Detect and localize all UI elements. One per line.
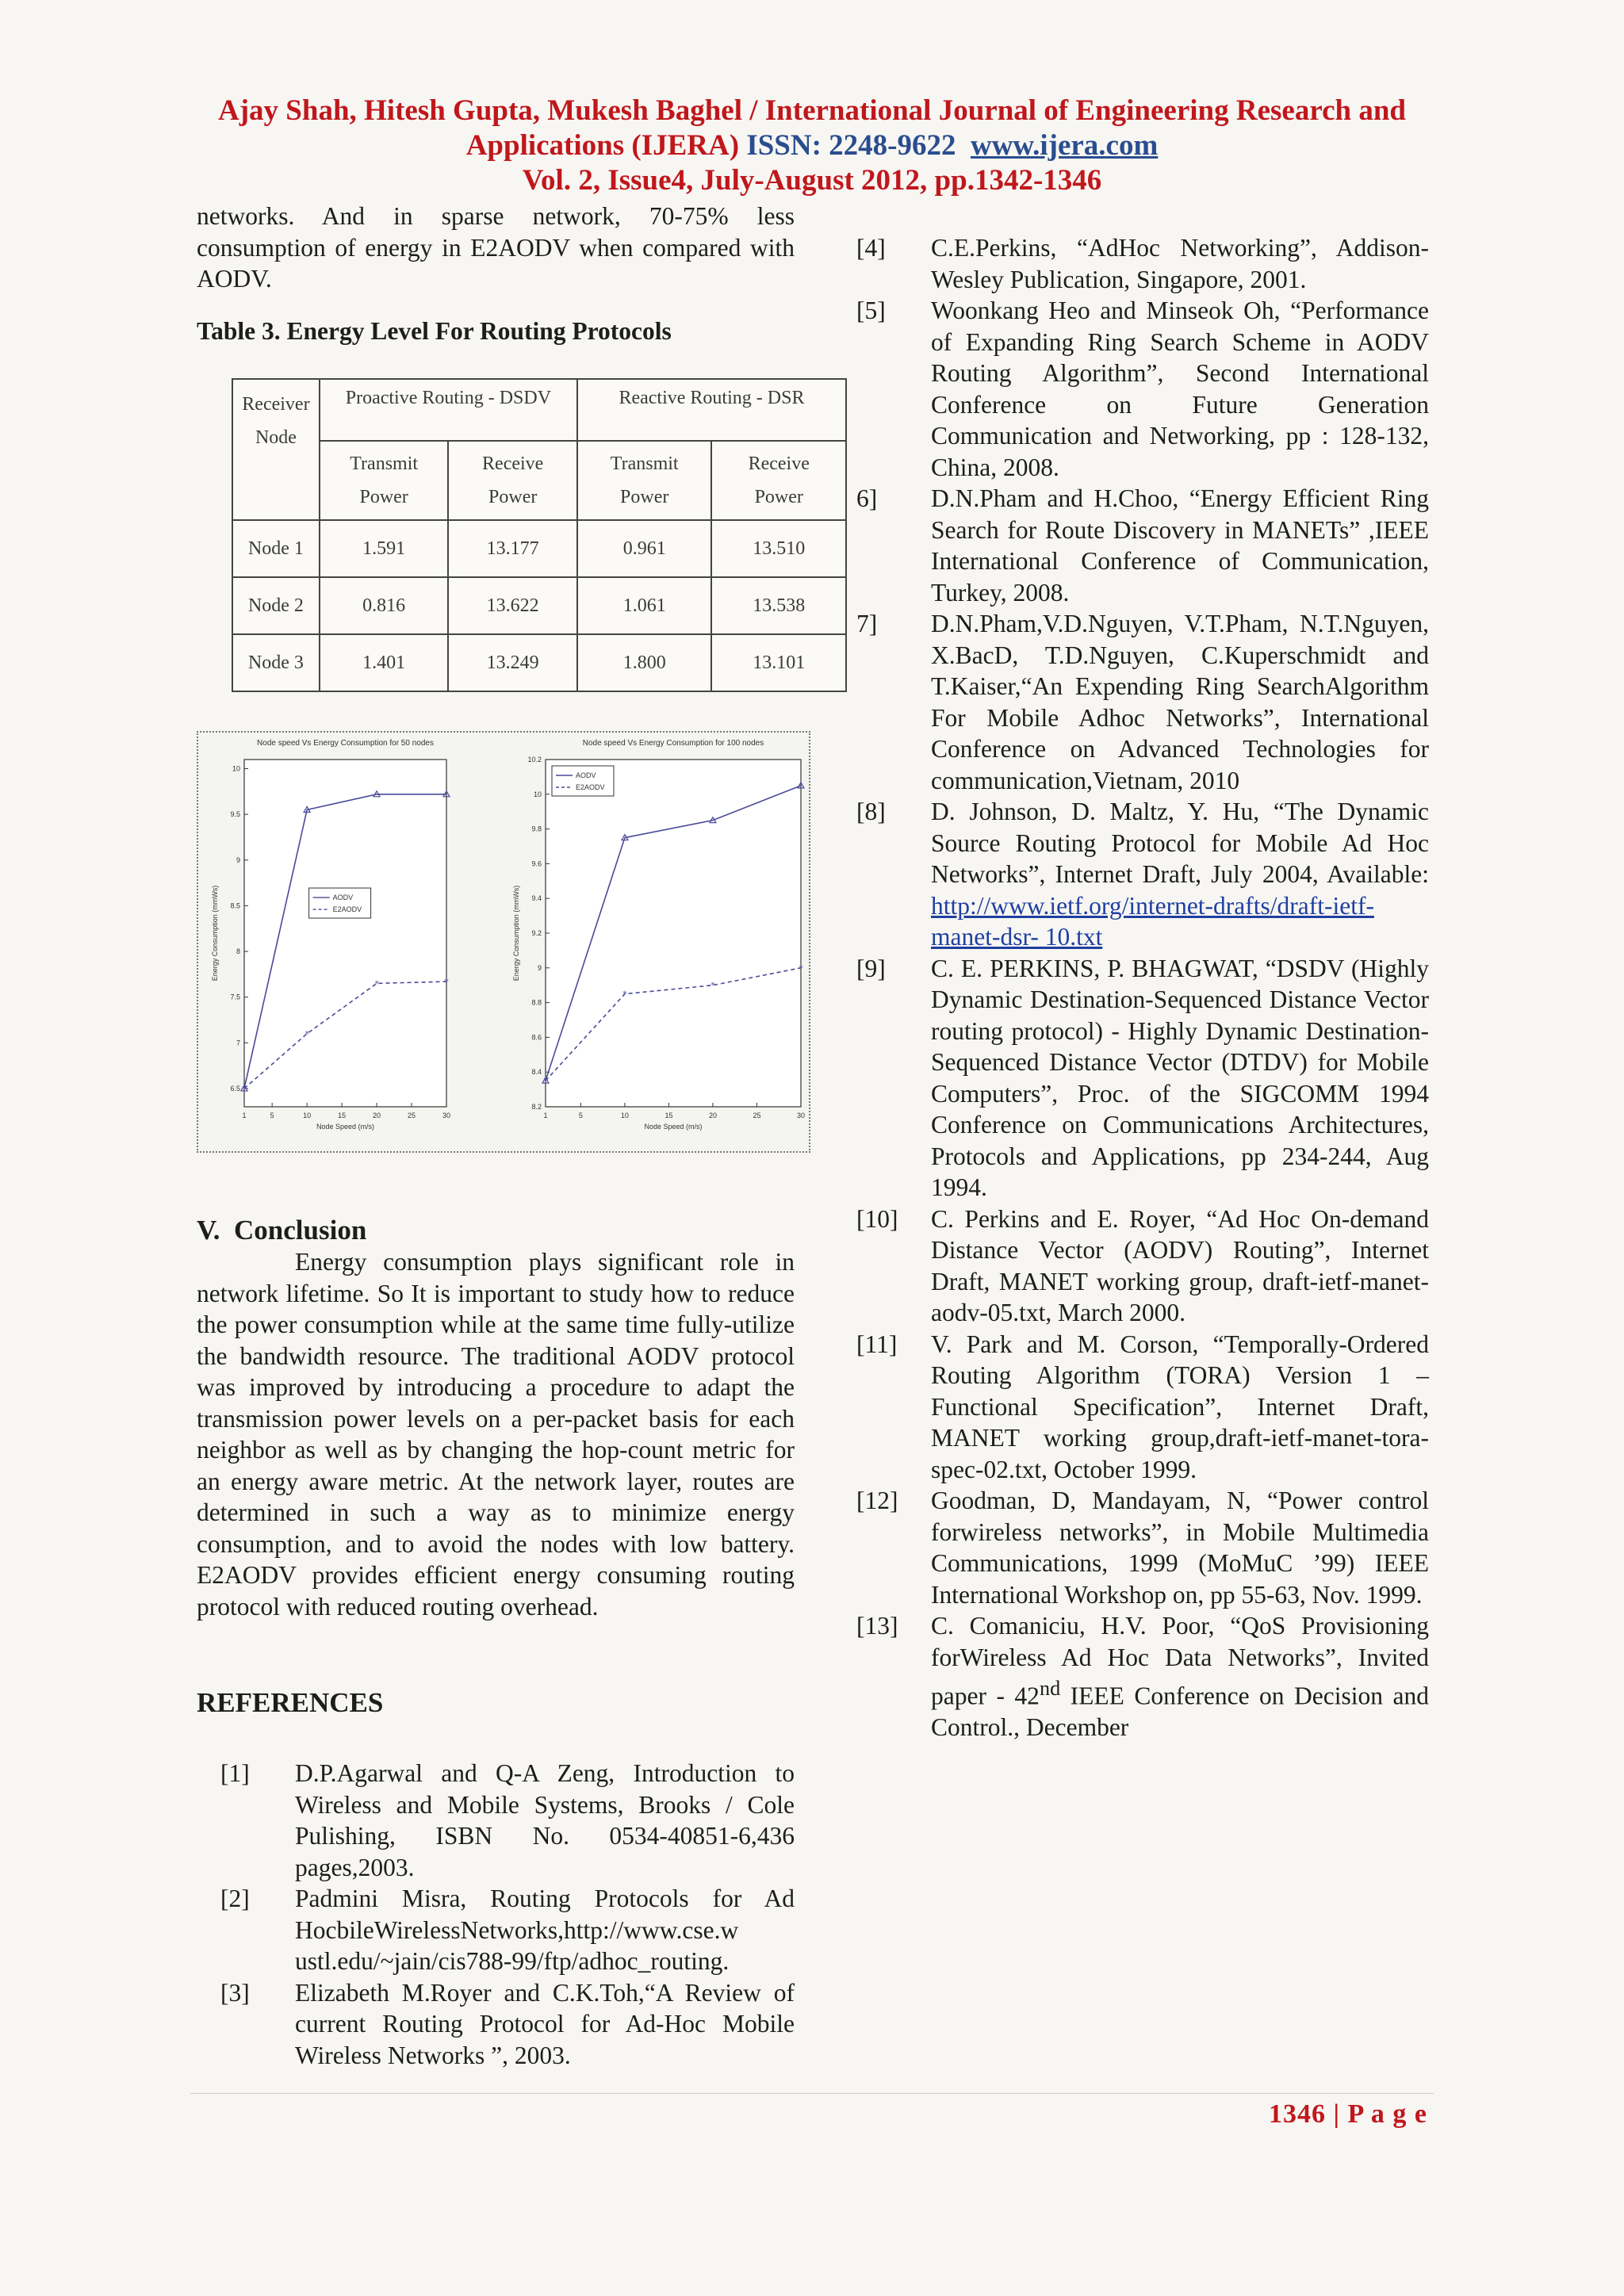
reference-number: [3] — [220, 1978, 250, 2007]
y-tick-label: 9.2 — [531, 929, 542, 937]
reference-text: Woonkang Heo and Minseok Oh, “Performance of Expanding Ring Search Scheme in AODV Routing Algorithm”, Second International Conference on Future Generation Communication and Networking, pp : 128-132, China, 2008. — [931, 297, 1429, 481]
y-tick-label: 6.5 — [230, 1084, 240, 1093]
table-cell-node: Node 1 — [232, 520, 320, 577]
x-tick-label: 10 — [620, 1112, 629, 1119]
table-caption: Table 3. Energy Level For Routing Protocols — [197, 316, 672, 345]
subheader-line: Receive — [482, 453, 544, 474]
x-axis-label: Node Speed (m/s) — [644, 1123, 703, 1131]
y-tick-label: 9 — [236, 855, 240, 864]
table-cell: 1.800 — [577, 634, 712, 691]
y-tick-label: 8.4 — [531, 1068, 542, 1077]
table-subheader-cell — [320, 441, 449, 520]
y-tick-label: 9 — [537, 963, 542, 972]
conclusion-paragraph: Energy consumption plays significant role in network lifetime. So It is important to study how to reduce the power consumption while at the same time fully-utilize the bandwidth resource. The traditional AODV protocol was improved by introducing a procedure to adapt the transmission power levels on a per-packet basis for each neighbor as well as by changing the hop-count metric for an energy aware metric. At the network layer, routes are determined in such a way as to minimize energy consumption, and to avoid the nodes with low battery. E2AODV provides efficient energy consuming routing protocol with reduced routing overhead. — [197, 1248, 795, 1621]
y-tick-label: 7.5 — [230, 993, 240, 1001]
y-tick-label: 10 — [533, 790, 542, 798]
table-cell: 0.961 — [577, 520, 712, 577]
x-axis-label: Node Speed (m/s) — [316, 1123, 375, 1131]
reference-item — [220, 1977, 795, 2072]
y-tick-label: 9.8 — [531, 825, 542, 833]
reference-item — [856, 1485, 1429, 1610]
table-cell: 0.816 — [320, 577, 449, 634]
x-tick-label: 5 — [270, 1112, 274, 1119]
chart-title: Node speed Vs Energy Consumption for 50 nodes — [257, 739, 434, 748]
reference-item — [856, 295, 1429, 483]
reference-text — [931, 1610, 1429, 1743]
y-tick-label: 10 — [232, 764, 240, 773]
references-heading: REFERENCES — [197, 1687, 384, 1718]
table-row — [232, 634, 846, 691]
reference-item — [856, 953, 1429, 1203]
header-journal-line — [159, 128, 1465, 163]
reference-item — [220, 1883, 795, 1977]
table-header-node — [232, 379, 320, 520]
energy-charts-svg — [198, 733, 809, 1151]
y-tick-label: 10.2 — [527, 756, 542, 763]
data-point-e2aodv: * — [799, 962, 803, 974]
energy-table — [232, 378, 847, 692]
table-cell-node: Node 3 — [232, 634, 320, 691]
reference-number: 7] — [856, 610, 878, 637]
page-number: 1346 | P a g e — [1269, 2099, 1427, 2129]
reference-item — [856, 483, 1429, 608]
data-point-e2aodv: * — [444, 977, 449, 988]
reference-text: Elizabeth M.Royer and C.K.Toh,“A Review of current Routing Protocol for Ad-Hoc Mobile Wireless Networks ”, 2003. — [295, 1978, 795, 2069]
legend-label: AODV — [332, 894, 354, 902]
table-subheader-row — [232, 441, 846, 520]
table-header-row — [232, 379, 846, 441]
reference-text-body: D. Johnson, D. Maltz, Y. Hu, “The Dynamic Source Routing Protocol for Mobile Ad Hoc Networks”, Internet Draft, July 2004, Available: — [931, 798, 1429, 888]
header-issn: ISSN: 2248-9622 — [746, 129, 956, 162]
table-cell-node: Node 2 — [232, 577, 320, 634]
reference-number: 6] — [856, 484, 878, 512]
table-cell: 13.249 — [448, 634, 577, 691]
table-cell: 13.510 — [711, 520, 846, 577]
reference-number: [4] — [856, 234, 886, 262]
data-point-e2aodv: * — [242, 1083, 247, 1094]
reference-number: [1] — [220, 1759, 250, 1787]
x-tick-label: 20 — [373, 1112, 381, 1119]
reference-number: [12] — [856, 1487, 898, 1514]
left-column-top — [197, 201, 795, 346]
y-tick-label: 9.4 — [531, 894, 542, 903]
y-tick-label: 8.5 — [230, 901, 240, 910]
reference-text: D.N.Pham,V.D.Nguyen, V.T.Pham, N.T.Nguyen, X.BacD, T.D.Nguyen, C.Kuperschmidt and T.Kaiser,“An Expending Ring SearchAlgorithm For Mobile Adhoc Networks”, International Conference on Advanced Technologies for communication,Vietnam, 2010 — [931, 610, 1429, 794]
table-cell: 13.538 — [711, 577, 846, 634]
data-point-e2aodv: * — [710, 980, 715, 991]
header-authors-line: Ajay Shah, Hitesh Gupta, Mukesh Baghel / International Journal of Engineering Research and — [218, 94, 1406, 127]
x-tick-label: 15 — [665, 1112, 673, 1119]
footer-divider — [190, 2093, 1434, 2094]
table-cell: 13.101 — [711, 634, 846, 691]
table-row — [232, 577, 846, 634]
header-volume-line: Vol. 2, Issue4, July-August 2012, pp.1342-1346 — [522, 164, 1102, 197]
table-row — [232, 520, 846, 577]
table-subheader-cell — [577, 441, 712, 520]
reference-superscript: nd — [1039, 1677, 1061, 1700]
y-tick-label: 8 — [236, 947, 240, 956]
reference-number: [8] — [856, 798, 886, 825]
y-axis-label: Energy Consumption (mmWs) — [211, 885, 219, 982]
reference-item — [856, 1203, 1429, 1329]
reference-number: [10] — [856, 1204, 898, 1233]
data-point-e2aodv: * — [622, 989, 627, 1000]
intro-paragraph: networks. And in sparse network, 70-75% less consumption of energy in E2AODV when compared with AODV. — [197, 202, 795, 293]
subheader-line: Power — [620, 487, 669, 507]
references-right-list — [856, 232, 1429, 1743]
data-point-e2aodv: * — [374, 978, 379, 989]
plot-area — [546, 760, 801, 1107]
header-website-link[interactable]: www.ijera.com — [970, 129, 1159, 162]
table-cell: 1.061 — [577, 577, 712, 634]
x-tick-label: 1 — [242, 1112, 247, 1119]
table-cell: 1.591 — [320, 520, 449, 577]
reference-number: [13] — [856, 1612, 898, 1640]
reference-item — [856, 796, 1429, 953]
x-tick-label: 10 — [303, 1112, 312, 1119]
x-tick-label: 30 — [442, 1112, 451, 1119]
subheader-line: Transmit — [610, 453, 679, 474]
y-tick-label: 8.6 — [531, 1033, 542, 1042]
reference-dsr-link[interactable]: http://www.ietf.org/internet-drafts/draft-ietf-manet-dsr- 10.txt — [931, 891, 1374, 951]
table-header-dsdv: Proactive Routing - DSDV — [320, 379, 577, 441]
legend-box — [309, 888, 371, 918]
legend-label: AODV — [576, 771, 596, 779]
y-tick-label: 8.8 — [531, 998, 542, 1007]
table-subheader-cell — [711, 441, 846, 520]
y-axis-label: Energy Consumption (mmWs) — [512, 885, 520, 982]
reference-text-body: C. Comaniciu, H.V. Poor, “QoS Provisioning forWireless Ad Hoc Data Networks”, Invited paper - 42 — [931, 1612, 1429, 1710]
subheader-line: Power — [488, 487, 538, 507]
table-cell: 13.177 — [448, 520, 577, 577]
header-node-text: Node — [255, 427, 297, 448]
reference-item — [220, 1758, 795, 1883]
conclusion-body — [197, 1246, 795, 1622]
reference-text: C. E. PERKINS, P. BHAGWAT, “DSDV (Highly Dynamic Destination-Sequenced Distance Vector routing protocol) - Highly Dynamic Destination- Sequenced Distance Vector (DTDV) for Mobile Computers”, Proc. of the SIGCOMM 1994 Conference on Communications Architectures, Protocols and Applications, pp 234-244, Aug 1994. — [931, 954, 1429, 1201]
subheader-line: Transmit — [350, 453, 419, 474]
reference-item — [856, 1610, 1429, 1743]
reference-text: C. Perkins and E. Royer, “Ad Hoc On-demand Distance Vector (AODV) Routing”, Internet Draft, MANET working group, draft-ietf-manet-aodv-05.txt, March 2000. — [931, 1204, 1429, 1326]
x-tick-label: 30 — [796, 1112, 806, 1119]
legend-box — [552, 766, 614, 796]
reference-text: Goodman, D, Mandayam, N, “Power control forwireless networks”, in Mobile Multimedia Communications, 1999 (MoMuC ’99) IEEE International Workshop on, pp 55-63, Nov. 1999. — [931, 1487, 1429, 1609]
reference-text — [931, 796, 1429, 953]
data-point-e2aodv: * — [304, 1028, 309, 1039]
x-tick-label: 15 — [338, 1112, 347, 1119]
header-journal-name: Applications (IJERA) — [465, 129, 740, 162]
charts-figure — [197, 731, 810, 1153]
legend-label: E2AODV — [332, 905, 362, 914]
table-cell: 13.622 — [448, 577, 577, 634]
reference-text: D.P.Agarwal and Q-A Zeng, Introduction to Wireless and Mobile Systems, Brooks / Cole Pulishing, ISBN No. 0534-40851-6,436 pages,2003. — [295, 1759, 795, 1881]
table-cell: 1.401 — [320, 634, 449, 691]
header-receiver-text: Receiver — [242, 394, 310, 415]
y-tick-label: 7 — [236, 1039, 240, 1047]
conclusion-heading: V. Conclusion — [197, 1215, 367, 1246]
plot-area — [244, 760, 446, 1107]
reference-text-body: IEEE Conference on Decision and Control., December — [931, 1682, 1429, 1741]
table-subheader-cell — [448, 441, 577, 520]
references-left-list — [220, 1758, 795, 2071]
reference-number: [5] — [856, 297, 886, 324]
reference-item — [856, 608, 1429, 796]
subheader-line: Power — [359, 487, 408, 507]
y-tick-label: 8.2 — [531, 1103, 542, 1111]
reference-number: [2] — [220, 1885, 250, 1912]
x-tick-label: 20 — [708, 1112, 717, 1119]
reference-number: [9] — [856, 954, 886, 982]
y-tick-label: 9.6 — [531, 859, 542, 868]
running-header — [159, 94, 1465, 198]
reference-item — [856, 232, 1429, 295]
subheader-line: Power — [754, 487, 803, 507]
reference-text: C.E.Perkins, “AdHoc Networking”, Addison-Wesley Publication, Singapore, 2001. — [931, 234, 1429, 293]
reference-text: Padmini Misra, Routing Protocols for Ad HocbileWirelessNetworks,http://www.cse.w ustl.edu/~jain/cis788-99/ftp/adhoc_routing. — [295, 1885, 795, 1975]
y-tick-label: 9.5 — [230, 810, 240, 819]
data-point-e2aodv: * — [543, 1076, 548, 1087]
chart-title: Node speed Vs Energy Consumption for 100 nodes — [582, 739, 764, 748]
x-tick-label: 25 — [408, 1112, 416, 1119]
x-tick-label: 1 — [543, 1112, 548, 1119]
table-header-dsr: Reactive Routing - DSR — [577, 379, 846, 441]
reference-item — [856, 1329, 1429, 1486]
subheader-line: Receive — [748, 453, 810, 474]
legend-label: E2AODV — [576, 783, 605, 791]
x-tick-label: 25 — [753, 1112, 761, 1119]
reference-number: [11] — [856, 1330, 898, 1358]
reference-text: D.N.Pham and H.Choo, “Energy Efficient Ring Search for Route Discovery in MANETs” ,IEEE International Conference of Communication, Turkey, 2008. — [931, 484, 1429, 607]
x-tick-label: 5 — [578, 1112, 583, 1119]
reference-text: V. Park and M. Corson, “Temporally-Ordered Routing Algorithm (TORA) Version 1 – Functional Specification”, Internet Draft, MANET working group,draft-ietf-manet-tora-spec-02.txt, October 1999. — [931, 1330, 1429, 1483]
